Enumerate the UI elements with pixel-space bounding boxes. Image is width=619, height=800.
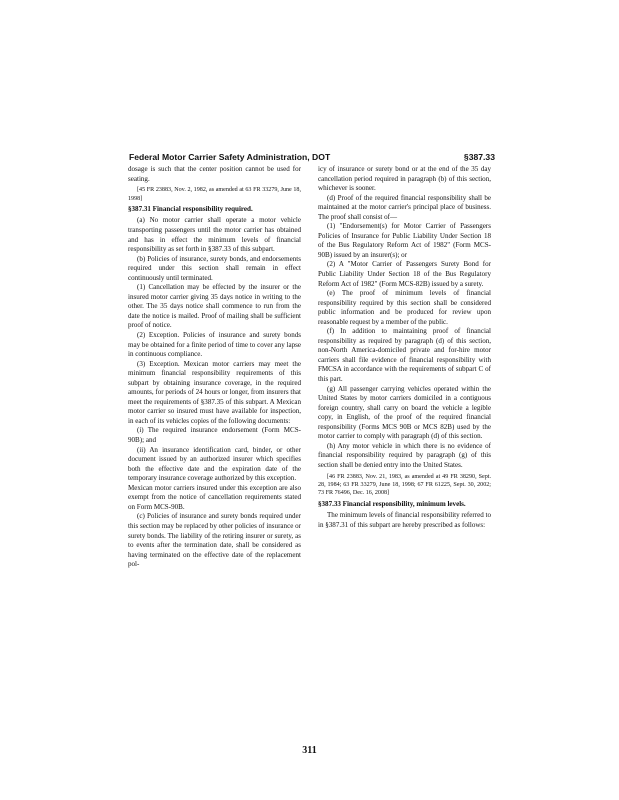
paragraph: Mexican motor carriers insured under this exception are also exempt from the notice of cancellation requirements stated on Form MCS-90B. bbox=[128, 483, 301, 511]
paragraph: (g) All passenger carrying vehicles operated within the United States by motor carriers domiciled in a contiguous foreign country, shall carry on board the vehicle a legible copy, in English, of the proof of the required financial responsibility (Forms MCS 90B or MCS 82B) used by the motor carrier to comply with paragraph (d) of this section. bbox=[318, 384, 491, 441]
header-agency: Federal Motor Carrier Safety Administration, DOT bbox=[129, 152, 331, 162]
running-header bbox=[129, 152, 495, 162]
right-column bbox=[318, 165, 491, 530]
header-section: §387.33 bbox=[463, 152, 495, 162]
paragraph: (h) Any motor vehicle in which there is no evidence of financial responsibility required by paragraph (g) of this section shall be denied entry into the United States. bbox=[318, 441, 491, 469]
paragraph: (1) Cancellation may be effected by the insurer or the insured motor carrier giving 35 days notice in writing to the other. The 35 days notice shall commence to run from the date the notice is mailed. Proof of mailing shall be sufficient proof of notice. bbox=[128, 283, 301, 330]
paragraph: (e) The proof of minimum levels of financial responsibility required by this section shall be considered public information and be produced for review upon reasonable request by a member of the public. bbox=[318, 289, 491, 326]
paragraph: The minimum levels of financial responsibility referred to in §387.31 of this subpart are hereby prescribed as follows: bbox=[318, 511, 491, 529]
paragraph: (2) A "Motor Carrier of Passengers Surety Bond for Public Liability Under Section 18 of the Bus Regulatory Reform Act of 1982" (Form MCS-82B) issued by a surety. bbox=[318, 260, 491, 288]
paragraph: (d) Proof of the required financial responsibility shall be maintained at the motor carrier's principal place of business. The proof shall consist of— bbox=[318, 193, 491, 221]
paragraph: (2) Exception. Policies of insurance and surety bonds may be obtained for a finite period of time to cover any lapse in continuous compliance. bbox=[128, 331, 301, 359]
paragraph: (1) "Endorsement(s) for Motor Carrier of Passengers Policies of Insurance for Public Liability Under Section 18 of the Bus Regulatory Reform Act of 1982" (Form MCS-90B) issued by an insurer(s); or bbox=[318, 222, 491, 259]
left-column bbox=[128, 165, 301, 570]
paragraph: (c) Policies of insurance and surety bonds required under this section may be replaced by other policies of insurance or surety bonds. The liability of the retiring insurer or surety, as to events after the termination date, shall be considered as having terminated on the effective date of the replacement pol- bbox=[128, 512, 301, 569]
paragraph: (i) The required insurance endorsement (Form MCS-90B); and bbox=[128, 426, 301, 445]
paragraph: (3) Exception. Mexican motor carriers may meet the minimum financial responsibility requirements of this subpart by obtaining insurance coverage, in the required amounts, for periods of 24 hours or longer, from insurers that meet the requirements of §387.35 of this subpart. A Mexican motor carrier so insured must have available for inspection, in each of its vehicles copies of the following documents: bbox=[128, 359, 301, 425]
page-number: 311 bbox=[302, 745, 317, 756]
source-citation: [45 FR 23883, Nov. 2, 1982, as amended at 63 FR 33279, June 18, 1998] bbox=[128, 187, 301, 202]
paragraph: (b) Policies of insurance, surety bonds, and endorsements required under this section shall remain in effect continuously until terminated. bbox=[128, 254, 301, 282]
section-heading: §387.31 Financial responsibility required. bbox=[128, 204, 253, 213]
paragraph: (a) No motor carrier shall operate a motor vehicle transporting passengers until the motor carrier has obtained and has in effect the minimum levels of financial responsibility as set forth in §387.33 of this subpart. bbox=[128, 216, 301, 254]
paragraph: (ii) An insurance identification card, binder, or other document issued by an authorized insurer which specifies both the effective date and the expiration date of the temporary insurance coverage authorized by this exception. bbox=[128, 445, 301, 483]
paragraph: (f) In addition to maintaining proof of financial responsibility as required by paragraph (d) of this section, non-North America-domiciled private and for-hire motor carriers shall file evidence of financial responsibility with FMCSA in accordance with the requirements of subpart C of this part. bbox=[318, 327, 491, 384]
section-heading: §387.33 Financial responsibility, minimum levels. bbox=[318, 499, 466, 508]
source-citation: [46 FR 23883, Nov. 21, 1983, as amended at 49 FR 38290, Sept. 28, 1984; 63 FR 33279, June 18, 1998; 67 FR 61225, Sept. 30, 2002; 73 FR 76496, Dec. 16, 2008] bbox=[318, 473, 491, 497]
paragraph: icy of insurance or surety bond or at the end of the 35 day cancellation period required in paragraph (b) of this section, whichever is sooner. bbox=[318, 165, 491, 193]
paragraph: dosage is such that the center position cannot be used for seating. bbox=[128, 165, 301, 183]
